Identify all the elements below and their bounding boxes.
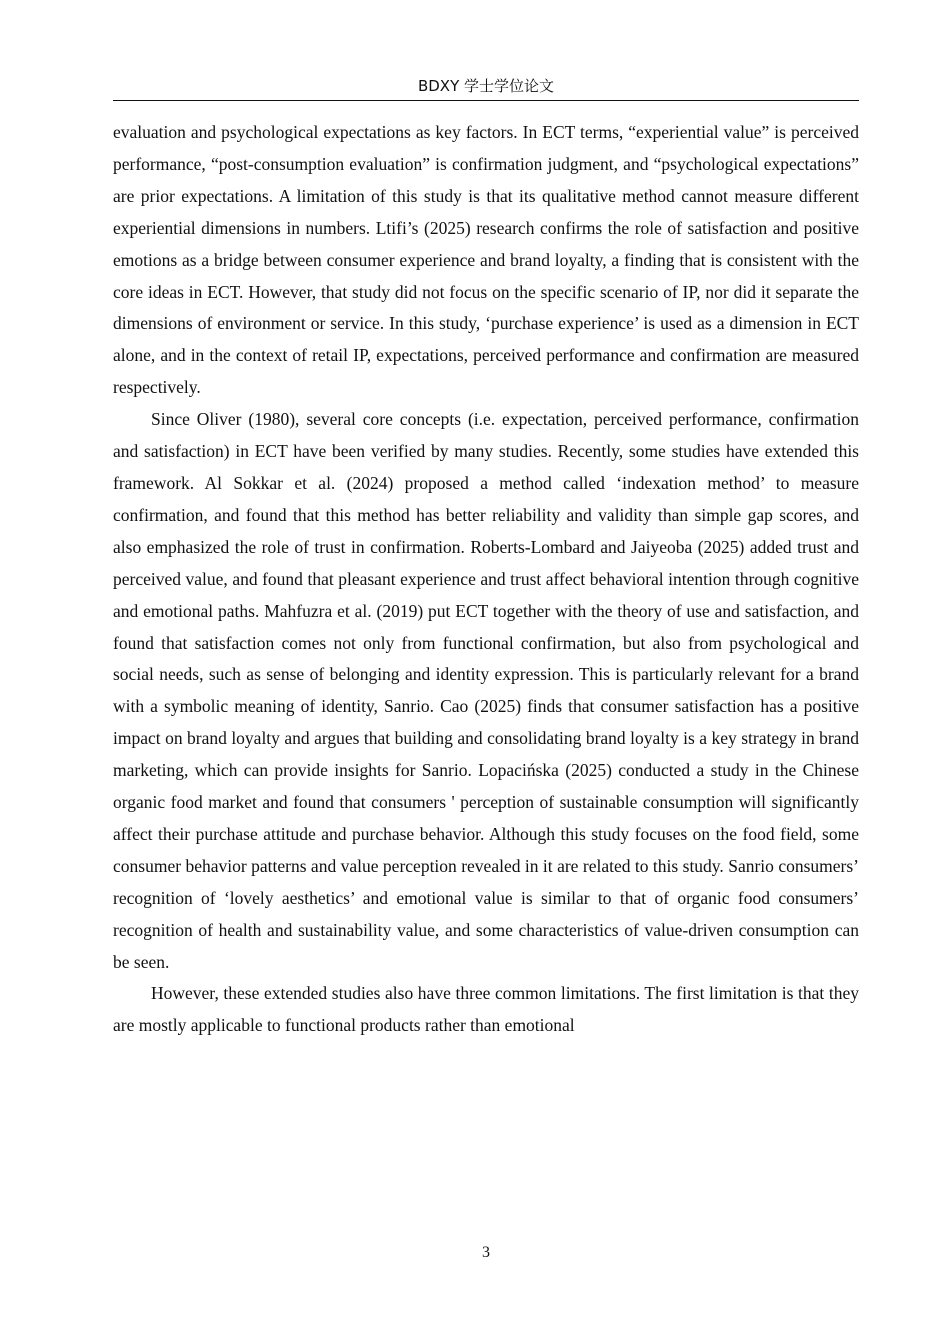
header-divider — [113, 100, 859, 101]
running-header: BDXY 学士学位论文 — [417, 77, 555, 95]
body-text — [113, 117, 859, 1042]
page-number: 3 — [482, 1244, 490, 1261]
paragraph-oliver-ect: Since Oliver (1980), several core concepts (i.e. expectation, perceived performance, confirmation and satisfaction) in ECT have been verified by many studies. Recently, some studies have extended this framework. Al Sokkar et al. (2024) proposed a method called ‘indexation method’ to measure confirmation, and found that this method has better reliability and validity than simple gap scores, and also emphasized the role of trust in confirmation. Roberts-Lombard and Jaiyeoba (2025) added trust and perceived value, and found that pleasant experience and trust affect behavioral intention through cognitive and emotional paths. Mahfuzra et al. (2019) put ECT together with the theory of use and satisfaction, and found that satisfaction comes not only from functional confirmation, but also from psychological and social needs, such as sense of belonging and identity expression. This is particularly relevant for a brand with a symbolic meaning of identity, Sanrio. Cao (2025) finds that consumer satisfaction has a positive impact on brand loyalty and argues that building and consolidating brand loyalty is a key strategy in brand marketing, which can provide insights for Sanrio. Lopacińska (2025) conducted a study in the Chinese organic food market and found that consumers ' perception of sustainable consumption will significantly affect their purchase attitude and purchase behavior. Although this study focuses on the food field, some consumer behavior patterns and value perception revealed in it are related to this study. Sanrio consumers’ recognition of ‘lovely aesthetics’ and emotional value is similar to that of organic food consumers’ recognition of health and sustainability value, and some characteristics of value-driven consumption can be seen. — [113, 409, 859, 972]
paragraph-limitations: However, these extended studies also have three common limitations. The first limitation is that they are mostly applicable to functional products rather than emotional — [113, 983, 859, 1036]
paragraph-continued: evaluation and psychological expectations as key factors. In ECT terms, “experiential value” is perceived performance, “post-consumption evaluation” is confirmation judgment, and “psychological expectations” are prior expectations. A limitation of this study is that its qualitative method cannot measure different experiential dimensions in numbers. Ltifi’s (2025) research confirms the role of satisfaction and positive emotions as a bridge between consumer experience and brand loyalty, a finding that is consistent with the core ideas in ECT. However, that study did not focus on the specific scenario of IP, nor did it separate the dimensions of environment or service. In this study, ‘purchase experience’ is used as a dimension in ECT alone, and in the context of retail IP, expectations, perceived performance and confirmation are measured respectively. — [113, 122, 859, 398]
